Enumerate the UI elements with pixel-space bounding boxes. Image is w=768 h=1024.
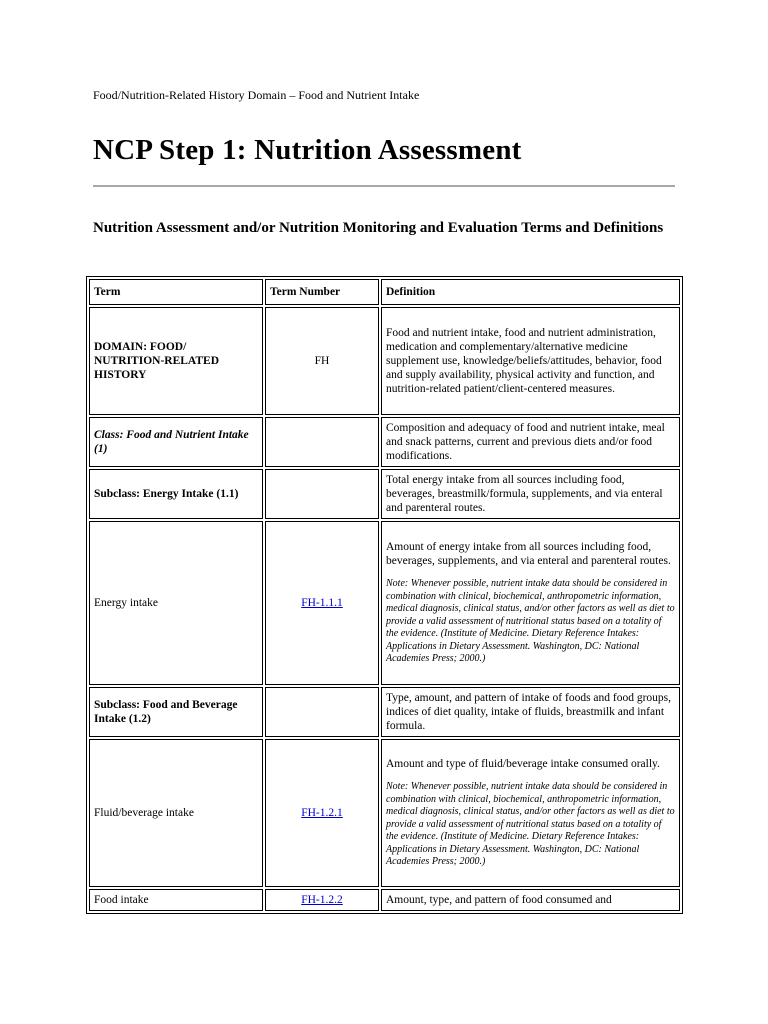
term-number-link[interactable]: FH-1.2.2 xyxy=(301,894,343,906)
definition-cell: Composition and adequacy of food and nutrient intake, meal and snack patterns, current and previous diets and/or food modifications. xyxy=(381,417,680,467)
term-number-cell xyxy=(265,469,379,519)
table-row xyxy=(89,739,680,887)
table-row xyxy=(89,687,680,737)
term-number-cell xyxy=(265,889,379,911)
definition-cell: Total energy intake from all sources including food, beverages, breastmilk/formula, supplements, and via enteral and parenteral routes. xyxy=(381,469,680,519)
term-cell: Energy intake xyxy=(89,521,263,685)
table-row xyxy=(89,521,680,685)
term-cell: DOMAIN: FOOD/ NUTRITION-RELATED HISTORY xyxy=(89,307,263,415)
title-divider xyxy=(93,185,675,187)
term-cell: Class: Food and Nutrient Intake (1) xyxy=(89,417,263,467)
term-number-link[interactable]: FH-1.1.1 xyxy=(301,597,343,609)
breadcrumb: Food/Nutrition-Related History Domain – Food and Nutrient Intake xyxy=(93,88,420,102)
terms-table xyxy=(86,276,683,914)
term-number-cell xyxy=(265,687,379,737)
term-number-cell xyxy=(265,739,379,887)
term-cell: Food intake xyxy=(89,889,263,911)
definition-cell xyxy=(381,739,680,887)
term-cell: Fluid/beverage intake xyxy=(89,739,263,887)
page-title: NCP Step 1: Nutrition Assessment xyxy=(93,134,522,166)
definition-cell: Type, amount, and pattern of intake of foods and food groups, indices of diet quality, intake of fluids, breastmilk and infant formula. xyxy=(381,687,680,737)
definition-note: Note: Whenever possible, nutrient intake data should be considered in combination with clinical, biochemical, anthropometric information, medical diagnosis, clinical status, and/or other factors as well as diet to provide a valid assessment of nutritional status based on a totality of the evidence. (Institute of Medicine. Dietary Reference Intakes: Applications in Dietary Assessment. Washington, DC: National Academies Press; 2000.) xyxy=(386,577,675,665)
definition-cell: Food and nutrient intake, food and nutrient administration, medication and complementary/alternative medicine supplement use, knowledge/beliefs/attitudes, behavior, food and supply availability, physical activity and function, and nutrition-related patient/client-centered measures. xyxy=(381,307,680,415)
table-row xyxy=(89,469,680,519)
header-term-number: Term Number xyxy=(265,279,379,305)
table-row xyxy=(89,307,680,415)
definition-cell xyxy=(381,521,680,685)
table-header-row xyxy=(89,279,680,305)
term-cell: Subclass: Food and Beverage Intake (1.2) xyxy=(89,687,263,737)
term-number-cell xyxy=(265,521,379,685)
term-number-cell xyxy=(265,417,379,467)
term-number-link[interactable]: FH-1.2.1 xyxy=(301,807,343,819)
definition-text: Amount and type of fluid/beverage intake consumed orally. xyxy=(386,757,660,770)
term-cell: Subclass: Energy Intake (1.1) xyxy=(89,469,263,519)
table-row xyxy=(89,417,680,467)
section-subtitle: Nutrition Assessment and/or Nutrition Monitoring and Evaluation Terms and Definitions xyxy=(93,220,664,236)
header-definition: Definition xyxy=(381,279,680,305)
definition-text: Amount of energy intake from all sources including food, beverages, supplements, and via enteral and parenteral routes. xyxy=(386,540,671,567)
definition-cell: Amount, type, and pattern of food consumed and xyxy=(381,889,680,911)
definition-note: Note: Whenever possible, nutrient intake data should be considered in combination with clinical, biochemical, anthropometric information, medical diagnosis, clinical status, and/or other factors as well as diet to provide a valid assessment of nutritional status based on a totality of the evidence. (Institute of Medicine. Dietary Reference Intakes: Applications in Dietary Assessment. Washington, DC: National Academies Press; 2000.) xyxy=(386,780,675,868)
table-row xyxy=(89,889,680,911)
term-number-cell: FH xyxy=(265,307,379,415)
header-term: Term xyxy=(89,279,263,305)
